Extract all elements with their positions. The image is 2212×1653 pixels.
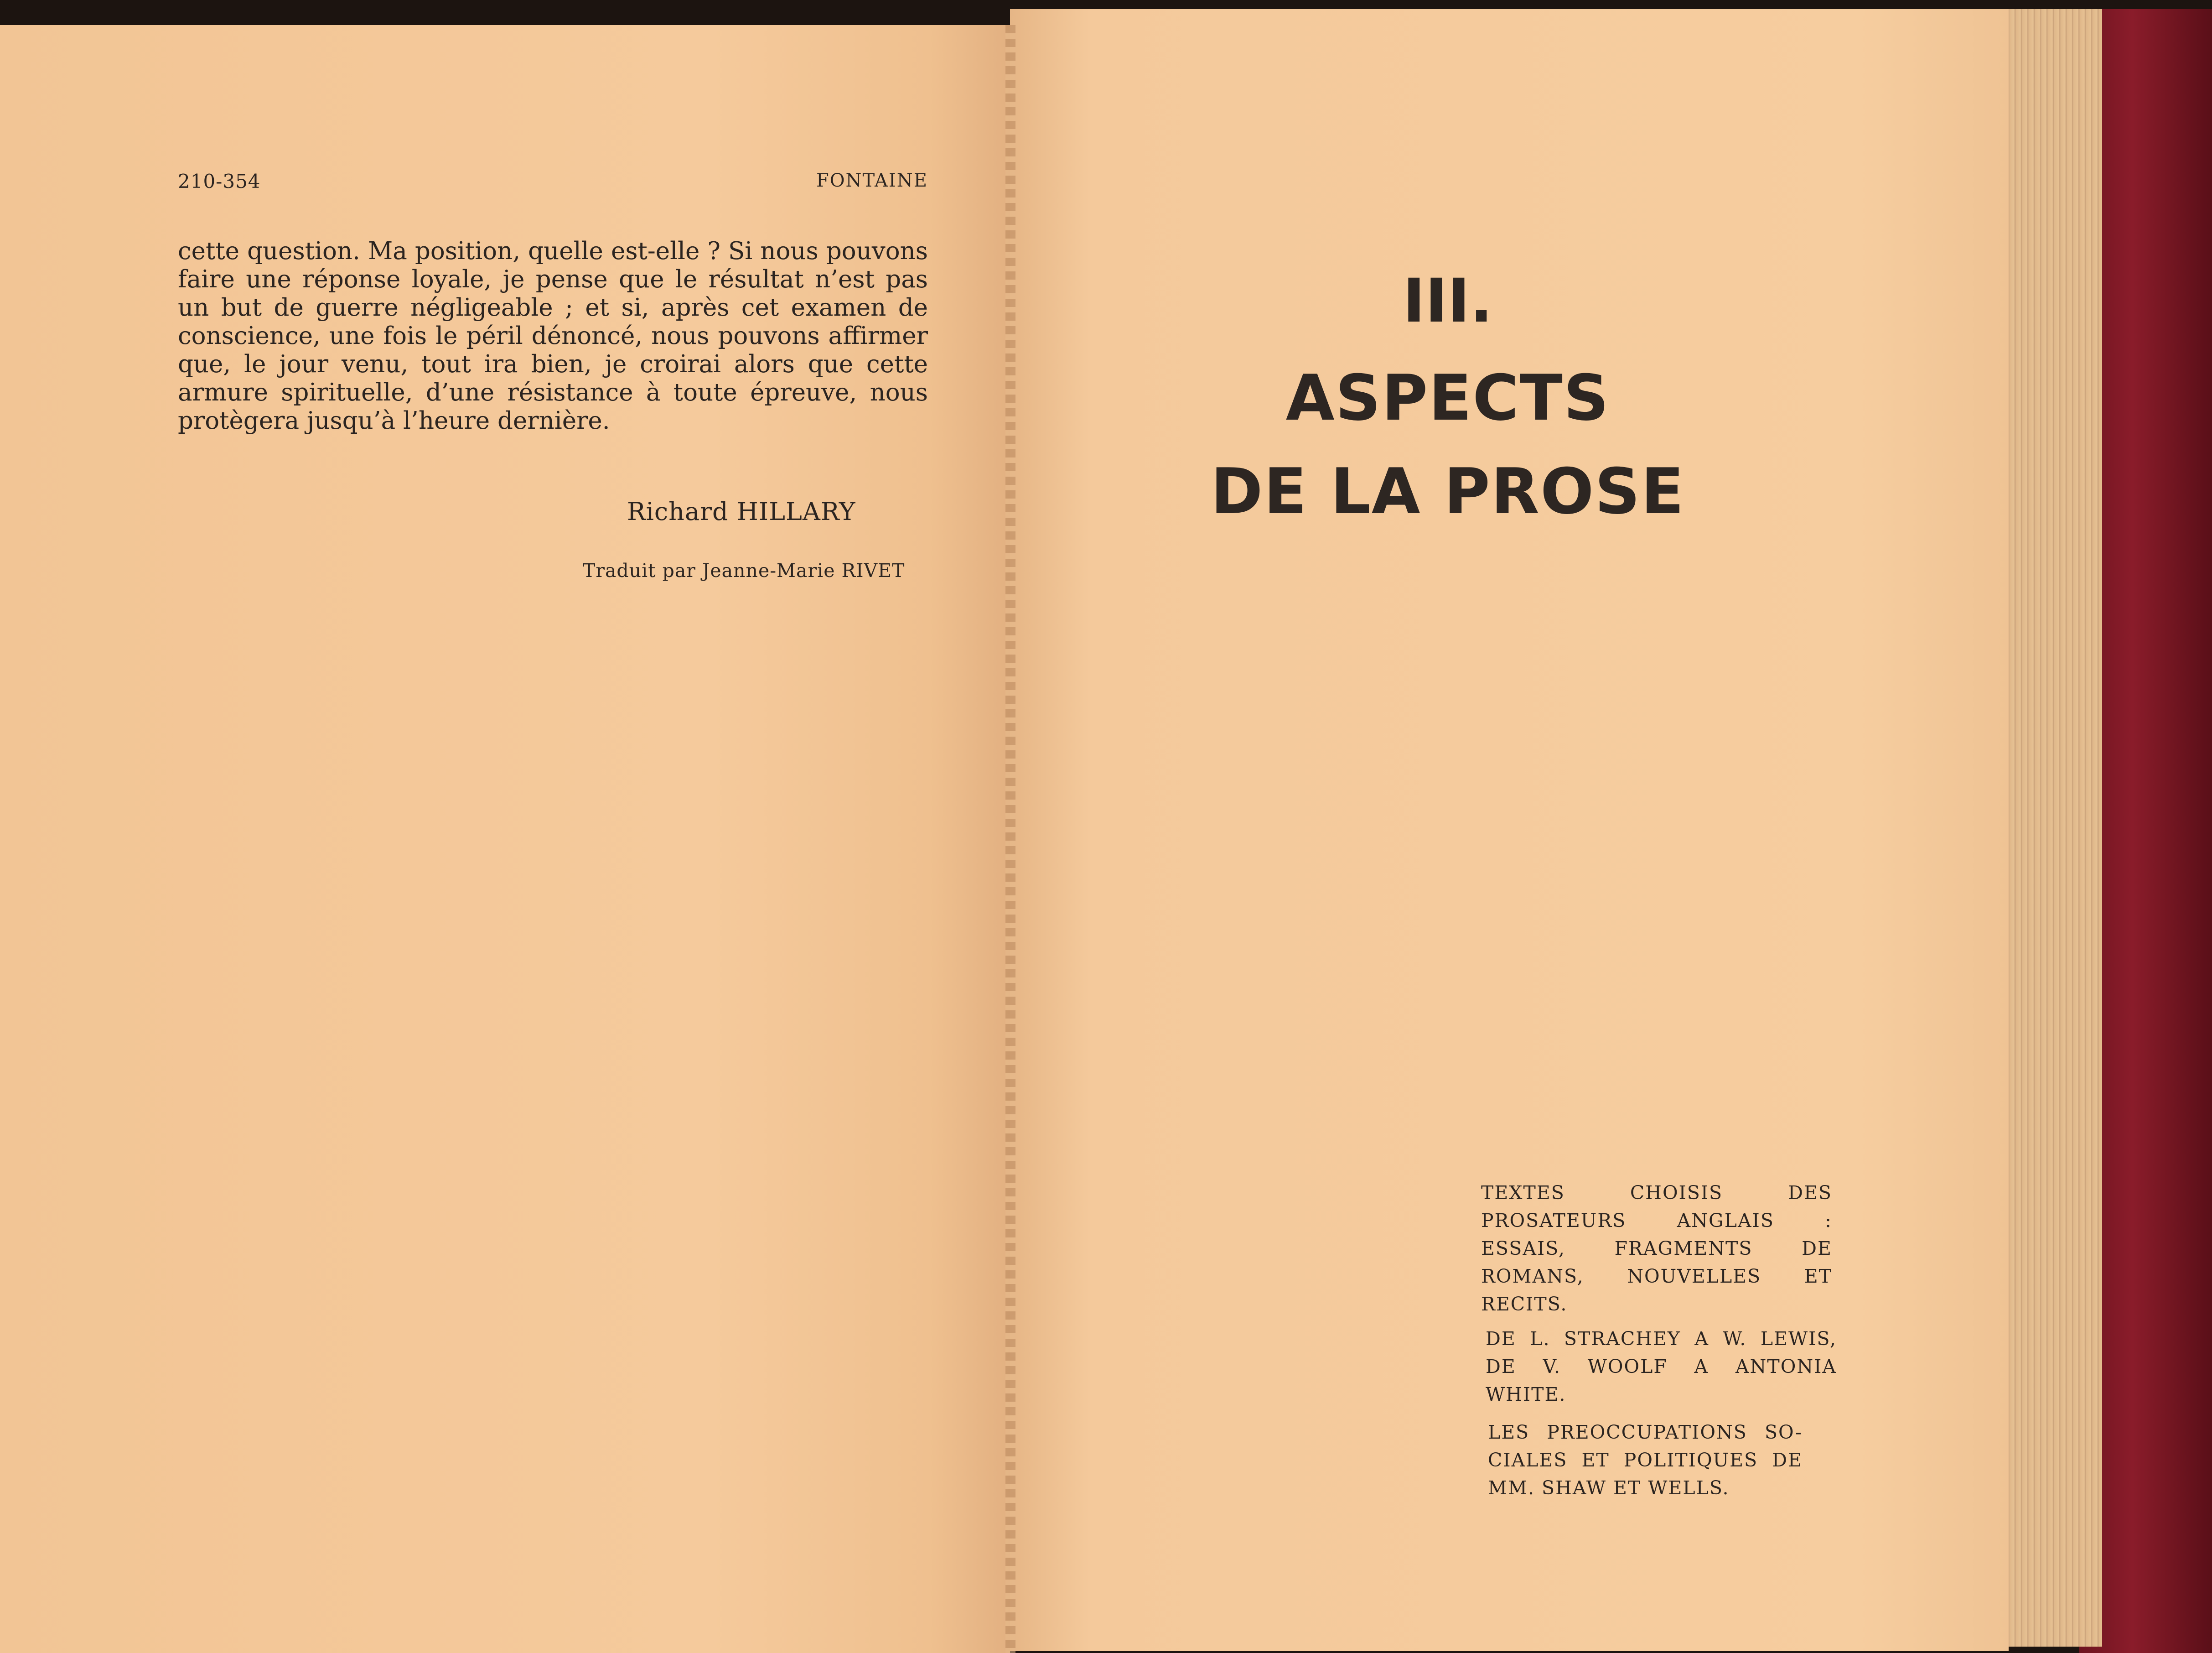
blurb-line: CIALES ET POLITIQUES DE — [1488, 1449, 1803, 1471]
blurb-line: DE L. STRACHEY A W. LEWIS, — [1486, 1328, 1837, 1350]
left-page — [0, 25, 1010, 1653]
part-number: III. — [1403, 266, 1493, 336]
blurb-line: ROMANS, NOUVELLES ET — [1481, 1265, 1832, 1287]
blurb-line: DE V. WOOLF A ANTONIA — [1486, 1356, 1837, 1378]
body-line: armure spirituelle, d’une résistance à toute épreuve, nous — [178, 379, 928, 406]
blurb-line: TEXTES CHOISIS DES — [1481, 1182, 1832, 1204]
blurb-authors — [1486, 1325, 1837, 1409]
body-line: que, le jour venu, tout ira bien, je croirai alors que cette — [178, 350, 928, 378]
body-text — [178, 237, 928, 435]
blurb-line: RECITS. — [1481, 1293, 1568, 1315]
book-gutter — [1005, 25, 1015, 1653]
blurb-line: ESSAIS, FRAGMENTS DE — [1481, 1237, 1832, 1259]
page-edges — [1997, 9, 2102, 1647]
running-title: FONTAINE — [816, 170, 928, 191]
body-line: protègera jusqu’à l’heure dernière. — [178, 407, 610, 435]
blurb-concerns — [1488, 1419, 1803, 1502]
blurb-texts — [1481, 1179, 1832, 1318]
body-line: cette question. Ma position, quelle est-elle ? Si nous pouvons — [178, 237, 928, 265]
page-folio: 210-354 — [178, 170, 261, 192]
part-title — [1195, 265, 1701, 538]
body-line: un but de guerre négligeable ; et si, après cet examen de — [178, 294, 928, 322]
title-line-2: DE LA PROSE — [1210, 455, 1685, 528]
body-line: faire une réponse loyale, je pense que le résultat n’est pas — [178, 265, 928, 293]
body-line: conscience, une fois le péril dénoncé, nous pouvons affirmer — [178, 322, 928, 350]
title-line-1: ASPECTS — [1285, 361, 1610, 435]
right-page — [1010, 9, 2009, 1651]
blurb-line: MM. SHAW ET WELLS. — [1488, 1477, 1730, 1499]
translator-credit: Traduit par Jeanne-Marie RIVET — [583, 560, 905, 582]
author-signature: Richard HILLARY — [627, 497, 856, 526]
blurb-line: WHITE. — [1486, 1383, 1566, 1405]
blurb-line: LES PREOCCUPATIONS SO- — [1488, 1421, 1803, 1443]
blurb-line: PROSATEURS ANGLAIS : — [1481, 1210, 1832, 1232]
